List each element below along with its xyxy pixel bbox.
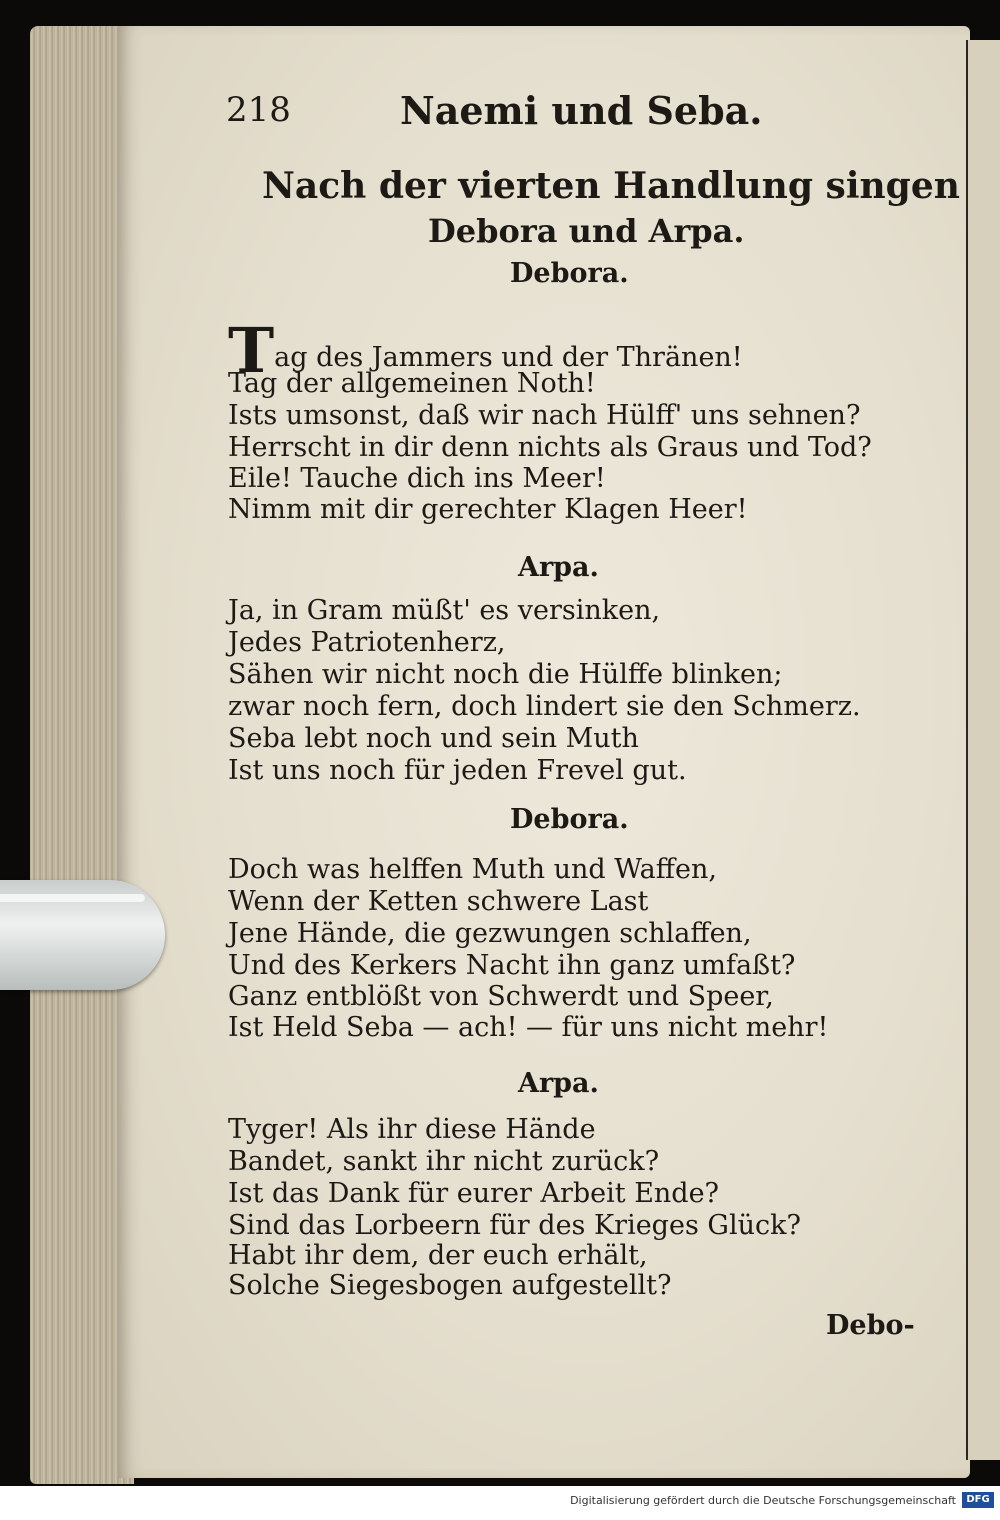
verse-line: Ganz entblößt von Schwerdt und Speer,	[228, 981, 774, 1012]
verse-line: Wenn der Ketten schwere Last	[228, 886, 649, 917]
verse-line: Seba lebt noch und sein Muth	[228, 723, 639, 754]
verse-line: Und des Kerkers Nacht ihn ganz umfaßt?	[228, 950, 796, 981]
verse-line: Solche Siegesbogen aufgestellt?	[228, 1270, 672, 1301]
verse-line: Ist das Dank für eurer Arbeit Ende?	[228, 1178, 720, 1209]
verse-line: Sähen wir nicht noch die Hülffe blinken;	[228, 659, 783, 690]
verse-line: Doch was helffen Muth und Waffen,	[228, 854, 717, 885]
verse-line: Bandet, sankt ihr nicht zurück?	[228, 1146, 660, 1177]
speaker-label: Arpa.	[518, 552, 599, 583]
verse-line: Ist uns noch für jeden Frevel gut.	[228, 755, 687, 786]
verse-line: Ist Held Seba — ach! — für uns nicht mehr!	[228, 1012, 829, 1043]
verse-line: Tyger! Als ihr diese Hände	[228, 1114, 596, 1145]
verse-line-text: ag des Jammers und der Thränen!	[274, 342, 743, 373]
drop-cap: T	[228, 314, 275, 387]
page-clip	[0, 880, 165, 990]
verse-line: Jene Hände, die gezwungen schlaffen,	[228, 918, 752, 949]
verse-line: Ja, in Gram müßt' es versinken,	[228, 595, 661, 626]
verse-line: Herrscht in dir denn nichts als Graus und Tod?	[228, 432, 872, 463]
section-subheading: Debora und Arpa.	[428, 212, 745, 250]
speaker-label: Debora.	[510, 804, 629, 835]
speaker-label: Arpa.	[518, 1068, 599, 1099]
verse-line: Eile! Tauche dich ins Meer!	[228, 463, 606, 494]
verse-line: Jedes Patriotenherz,	[228, 627, 506, 658]
verse-line: Nimm mit dir gerechter Klagen Heer!	[228, 494, 748, 525]
speaker-label: Debora.	[510, 258, 629, 289]
verse-line: Sind das Lorbeern für des Krieges Glück?	[228, 1210, 801, 1241]
verse-line: Ists umsonst, daß wir nach Hülff' uns sehnen?	[228, 400, 861, 431]
running-title: Naemi und Seba.	[400, 88, 763, 133]
verse-line: Habt ihr dem, der euch erhält,	[228, 1240, 648, 1271]
dfg-logo: DFG	[962, 1492, 994, 1508]
section-heading: Nach der vierten Handlung singen	[262, 165, 960, 207]
footer-bar	[0, 1486, 1000, 1520]
footer-credit: Digitalisierung gefördert durch die Deutsche Forschungsgemeinschaft	[570, 1494, 956, 1507]
verse-line: Tag der allgemeinen Noth!	[228, 368, 596, 399]
facing-page-edge	[966, 40, 1000, 1460]
page-number: 218	[226, 90, 291, 130]
catchword: Debo-	[826, 1310, 915, 1341]
verse-line: zwar noch fern, doch lindert sie den Schmerz.	[228, 691, 861, 722]
